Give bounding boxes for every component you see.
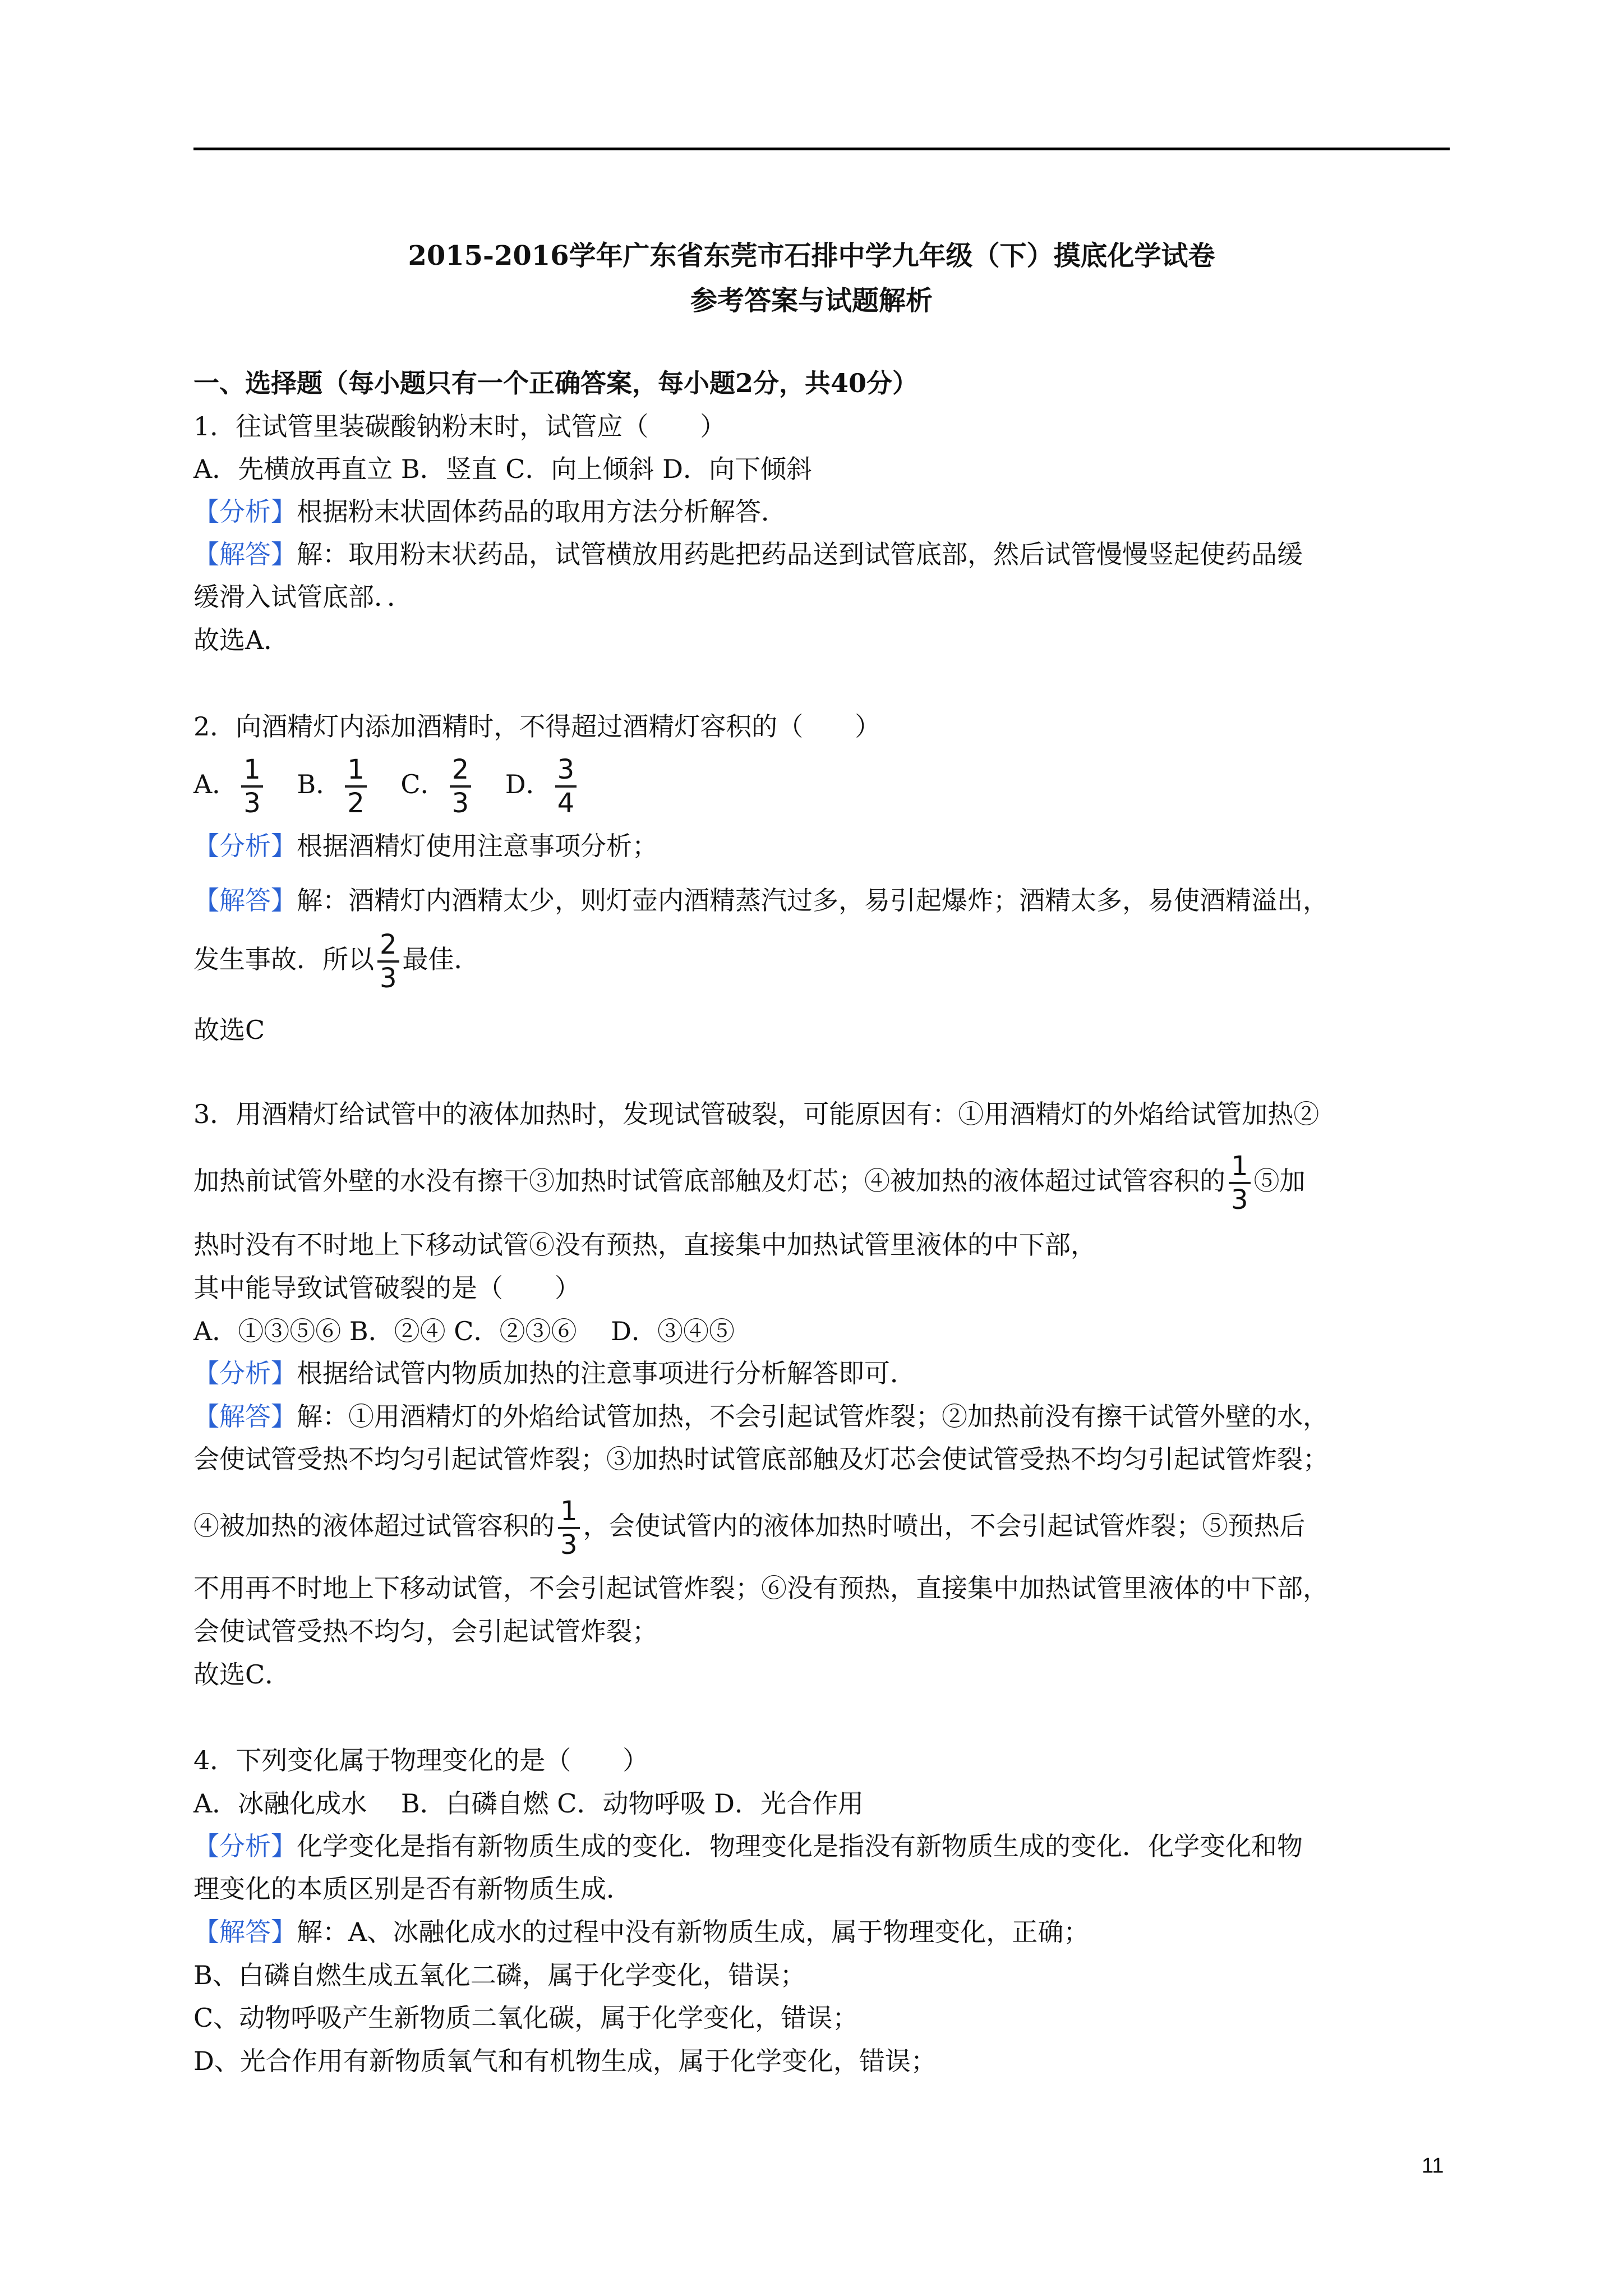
q3-answer-3b: ，会使试管内的液体加热时喷出，不会引起试管炸裂；⑤预热后: [583, 1511, 1306, 1541]
q3-analysis: [193, 1360, 916, 1386]
answer-tag: 【解答】: [193, 885, 297, 915]
q1-choice: 故选A．: [193, 625, 290, 655]
q3-answer-3a: ④被加热的液体超过试管容积的: [193, 1511, 555, 1541]
q3-answer-2: 会使试管受热不均匀引起试管炸裂；③加热时试管底部触及灯芯会使试管受热不均匀引起试管炸裂；: [193, 1444, 1329, 1474]
q3-answer-5: 会使试管受热不均匀，会引起试管炸裂；: [193, 1616, 658, 1646]
q4-options: A．冰融化成水 B．白磷自燃 C．动物呼吸 D．光合作用: [193, 1788, 864, 1819]
section-heading: 一、选择题（每小题只有一个正确答案，每小题2分，共40分）: [193, 368, 919, 398]
analysis-tag: 【分析】: [193, 1831, 297, 1861]
q2-answer-cont-a: 发生事故．所以: [193, 944, 374, 974]
q3-answer-3: [193, 1496, 1306, 1561]
doc-title: 2015-2016学年广东省东莞市石排中学九年级（下）摸底化学试卷: [408, 240, 1215, 272]
q2-option-c-label: C．: [400, 769, 446, 799]
q3-answer-text: 解：①用酒精灯的外焰给试管加热，不会引起试管炸裂；②加热前没有擦干试管外壁的水，: [297, 1401, 1329, 1432]
q4-answer-4: D、光合作用有新物质氧气和有机物生成，属于化学变化，错误；: [193, 2046, 937, 2076]
q3-answer-4: 不用再不时地上下移动试管，不会引起试管炸裂；⑥没有预热，直接集中加热试管里液体的中下部，: [193, 1573, 1329, 1603]
page-number: 11: [1422, 2154, 1444, 2178]
answer-tag: 【解答】: [193, 1917, 297, 1947]
q3-answer-1: [193, 1401, 1329, 1432]
q4-answer-1: [193, 1919, 1089, 1945]
q2-option-b-label: B．: [297, 769, 342, 799]
q2-answer-cont: [193, 931, 480, 992]
q2-choice: 故选C: [193, 1015, 265, 1045]
q2-answer-fraction: $\frac{2}{3}$: [377, 931, 399, 992]
q2-analysis-text: 根据酒精灯使用注意事项分析；: [297, 831, 658, 861]
analysis-tag: 【分析】: [193, 831, 297, 861]
q3-choice: 故选C．: [193, 1659, 291, 1690]
q3-stem-4: 其中能导致试管破裂的是（ ）: [193, 1273, 580, 1303]
q2-option-d-fraction: $\frac{3}{4}$: [555, 756, 577, 817]
q4-analysis-text: 化学变化是指有新物质生成的变化．物理变化是指没有新物质生成的变化．化学变化和物: [297, 1831, 1303, 1861]
q2-answer-cont-b: 最佳．: [402, 944, 480, 974]
answer-tag: 【解答】: [193, 1401, 297, 1432]
q3-analysis-text: 根据给试管内物质加热的注意事项进行分析解答即可．: [297, 1358, 916, 1388]
doc-subtitle: 参考答案与试题解析: [690, 285, 933, 316]
q2-option-b-fraction: $\frac{1}{2}$: [345, 756, 367, 817]
q2-option-d-label: D．: [505, 769, 552, 799]
q2-option-a-fraction: $\frac{1}{3}$: [241, 756, 263, 817]
q2-options: [193, 756, 580, 817]
q2-answer-text-a: 解：酒精灯内酒精太少，则灯壶内酒精蒸汽过多，易引起爆炸；: [297, 885, 1019, 915]
q4-answer-3: C、动物呼吸产生新物质二氧化碳，属于化学变化，错误；: [193, 2003, 859, 2033]
q3-answer-fraction: $\frac{1}{3}$: [558, 1498, 580, 1558]
q4-stem: 4．下列变化属于物理变化的是（ ）: [193, 1745, 649, 1775]
answer-tag: 【解答】: [193, 539, 297, 569]
analysis-tag: 【分析】: [193, 496, 297, 527]
q4-analysis-cont: 理变化的本质区别是否有新物质生成．: [193, 1874, 632, 1904]
q4-answer-2: B、白磷自燃生成五氧化二磷，属于化学变化，错误；: [193, 1960, 806, 1990]
q3-stem-1: 3．用酒精灯给试管中的液体加热时，发现试管破裂，可能原因有：①用酒精灯的外焰给试管加热②: [193, 1099, 1320, 1129]
q2-answer-text-b: 酒精太多，易使酒精溢出，: [1019, 885, 1329, 915]
q2-option-c-fraction: $\frac{2}{3}$: [450, 756, 472, 817]
q3-stem-2a: 加热前试管外壁的水没有擦干③加热时试管底部触及灯芯；④被加热的液体超过试管容积的: [193, 1166, 1225, 1196]
q2-stem: 2．向酒精灯内添加酒精时，不得超过酒精灯容积的（ ）: [193, 711, 881, 742]
q4-analysis: [193, 1833, 1303, 1859]
q1-options: A．先横放再直立 B．竖直 C．向上倾斜 D．向下倾斜: [193, 454, 812, 484]
q1-analysis-text: 根据粉末状固体药品的取用方法分析解答．: [297, 496, 787, 527]
q3-stem-fraction: $\frac{1}{3}$: [1229, 1153, 1251, 1213]
q2-analysis: [193, 833, 658, 859]
analysis-tag: 【分析】: [193, 1358, 297, 1388]
q3-stem-2b: ⑤加: [1253, 1166, 1306, 1196]
q1-answer: [193, 541, 1303, 567]
q1-analysis: [193, 496, 787, 527]
q4-answer-text: 解：A、冰融化成水的过程中没有新物质生成，属于物理变化，正确；: [297, 1917, 1090, 1947]
q1-answer-cont: 缓滑入试管底部．．: [193, 582, 413, 612]
q2-option-a-label: A．: [193, 769, 238, 799]
q3-stem-2: [193, 1151, 1306, 1216]
header-rule: [193, 148, 1450, 150]
q3-stem-3: 热时没有不时地上下移动试管⑥没有预热，直接集中加热试管里液体的中下部，: [193, 1230, 1096, 1260]
q2-answer: [193, 887, 1329, 913]
q3-options: A．①③⑤⑥ B．②④ C．②③⑥ D．③④⑤: [193, 1316, 735, 1346]
q1-answer-text: 解：取用粉末状药品，试管横放用药匙把药品送到试管底部，然后试管慢慢竖起使药品缓: [297, 539, 1303, 569]
q1-stem: 1．往试管里装碳酸钠粉末时，试管应（ ）: [193, 411, 726, 441]
